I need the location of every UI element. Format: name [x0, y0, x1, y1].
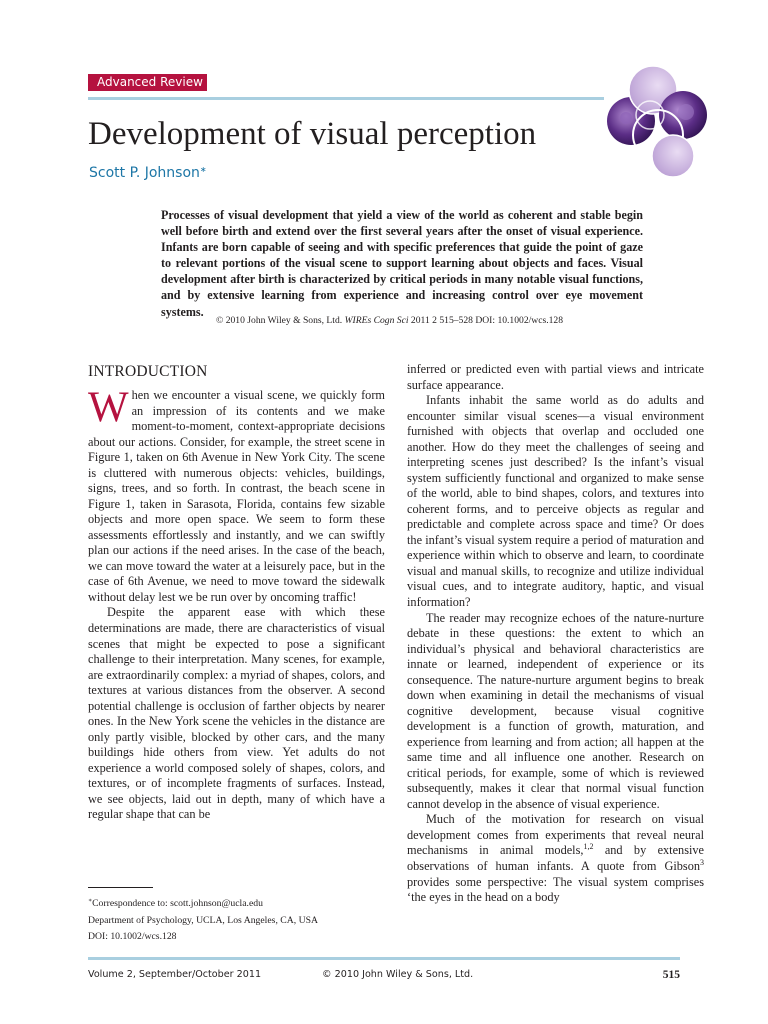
intro-paragraph-2: Despite the apparent ease with which these determinations are made, there are characteristics of visual scenes that might be expected to pose a significant challenge to their interpretation. Many scenes, for example, are extraordinarily complex: a myriad of shapes, colors, and textures at various distances from the observer. A second potential challenge is occlusion of farther objects by nearer ones. In the New York scene the vehicles in the distance are only partly visible, blocked by other cars, and the many buildings hide others from view. Yet adults do not experience a world composed solely of shapes, colors, and textures, or of incomplete fragments of surfaces. Instead, we see objects, laid out in depth, many of which have a regular shape that can be — [88, 605, 385, 822]
footer-copyright: © 2010 John Wiley & Sons, Ltd. — [322, 969, 474, 980]
footnotes — [88, 893, 385, 946]
right-column — [407, 362, 704, 906]
body-paragraph-4-part-3: provides some perspective: The visual system comprises ‘the eyes in the head on a body — [407, 874, 704, 905]
page-number: 515 — [662, 969, 680, 981]
abstract-copyright — [161, 314, 563, 328]
reference-link-3[interactable]: 3 — [700, 857, 704, 867]
body-paragraph-4-part-2: and by extensive observations of human infants. A quote from Gibson — [407, 843, 705, 873]
footnote-rule — [88, 887, 153, 888]
body-paragraph-1: inferred or predicted even with partial views and intricate surface appearance. — [407, 362, 704, 392]
journal-logo-icon — [598, 60, 710, 182]
footnote-affiliation: Department of Psychology, UCLA, Los Angeles, CA, USA — [88, 914, 318, 926]
copyright-prefix: © 2010 John Wiley & Sons, Ltd. — [216, 315, 343, 326]
footnote-correspondence — [88, 893, 385, 913]
footer-rule — [88, 957, 680, 960]
section-heading-introduction: INTRODUCTION — [88, 363, 208, 380]
author-line — [89, 160, 207, 183]
intro-paragraph-1-text: hen we encounter a visual scene, we quickly form an impression of its contents and we make moment-to-moment, context-appropriate decisions about our actions. Consider, for example, the street scene in Figure 1, taken on 6th Avenue in New York City. The scene is cluttered with numerous objects: vehicles, buildings, signs, trees, and so forth. In contrast, the beach scene in Figure 1, taken in Sarasota, Florida, contains few sizable objects and more open space. We seem to form these assessments effortlessly and instantly, and we can swiftly plan our actions if the need arises. In the case of the beach, we can move toward the water at a leisurely pace, but in the case of 6th Avenue, we need to move toward the sidewalk without delay lest we be run over by oncoming traffic! — [88, 388, 385, 604]
intro-paragraph-1 — [88, 384, 385, 605]
body-paragraph-4-part-1: Much of the motivation for research on visual development comes from experiments that reveal neural mechanisms in animal models, — [407, 812, 704, 858]
body-paragraph-4 — [407, 812, 704, 905]
citation-doi: 2011 2 515–528 DOI: 10.1002/wcs.128 — [410, 315, 563, 326]
abstract: Processes of visual development that yield a view of the world as coherent and stable begin well before birth and extend over the first several years after the onset of visual experience. Infants are born capable of seeing and with specific preferences that guide the point of gaze to relevant portions of the visual scene to support learning about objects and faces. Visual development after birth is characterized by critical periods in many notable visual functions, and by extensive learning from experience and increasing control over eye movement systems. — [161, 208, 643, 319]
journal-name: WIREs Cogn Sci — [344, 315, 409, 326]
body-paragraph-2: Infants inhabit the same world as do adults and encounter similar visual scenes—a visual environment furnished with objects that overlap and occluded one another. How do they meet the challenges of seeing and interpreting scenes just described? Is the infant’s visual system sufficiently functional and organized to make sense of the world, able to bind shapes, colors, and textures into coherent forms, and to perceive objects as regular and predictable and complete across space and time? Or does the infant’s visual system require a period of maturation and experience within which to observe and learn, to coordinate visual and manual skills, to recognize and utilize individual visual cues, and to integrate auditory, haptic, and visual information? — [407, 393, 704, 609]
article-type-badge: Advanced Review — [88, 74, 207, 91]
reference-link-1-2[interactable]: 1,2 — [583, 842, 594, 852]
correspondence-email[interactable]: Correspondence to: scott.johnson@ucla.edu — [92, 898, 263, 910]
body-paragraph-3: The reader may recognize echoes of the nature-nurture debate in these questions: the extent to which an individual’s physical and behavioral characteristics are innate or learned, independent of experience or its consequence. The nature-nurture argument begins to break down when examining in detail the mechanisms of visual cognitive development, because visual cognitive development is a function of growth, maturation, and experience from learning and from action; all happen at the same time and all influence one another. Research on critical periods, for example, some of which is reviewed subsequently, makes it clear that normal visual function cannot develop in the absence of visual experience. — [407, 610, 704, 811]
header-rule — [88, 97, 604, 100]
author-name[interactable]: Scott P. Johnson — [89, 165, 200, 181]
left-column — [88, 361, 385, 823]
footer-volume: Volume 2, September/October 2011 — [88, 969, 262, 980]
footnote-doi[interactable]: DOI: 10.1002/wcs.128 — [88, 931, 177, 943]
author-footnote-mark: ∗ — [199, 165, 207, 174]
footnote-mark: ∗ — [88, 898, 93, 904]
drop-cap: W — [88, 384, 129, 431]
article-title: Development of visual perception — [88, 116, 537, 152]
